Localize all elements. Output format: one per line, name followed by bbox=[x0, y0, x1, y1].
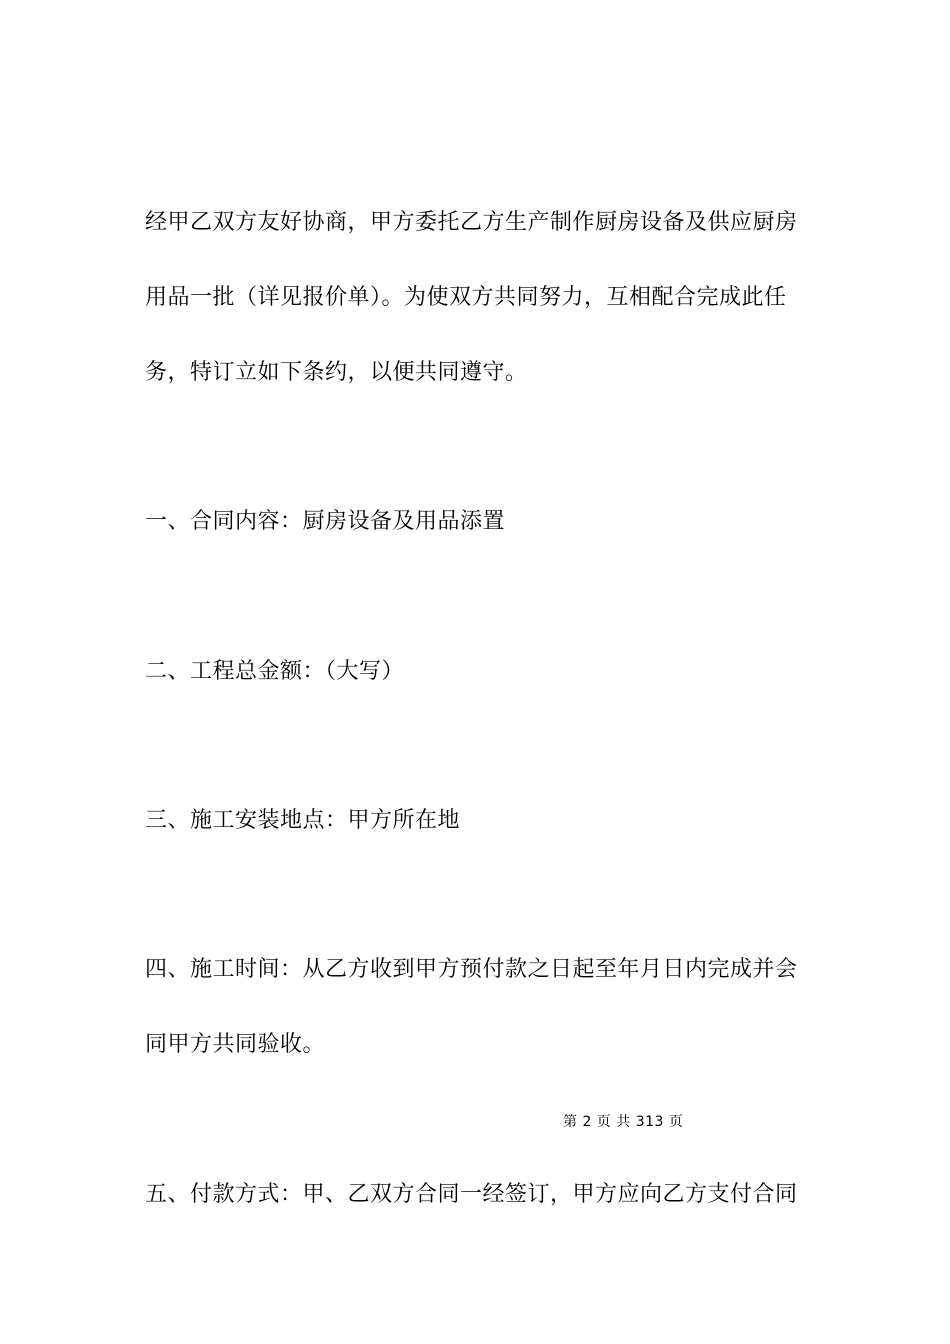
clause-5: 五、付款方式：甲、乙双方合同一经签订，甲方应向乙方支付合同 bbox=[145, 1182, 798, 1207]
clause-2: 二、工程总金额：（大写） bbox=[145, 659, 405, 684]
clause-1: 一、合同内容：厨房设备及用品添置 bbox=[145, 509, 506, 534]
clause-4-line-1: 四、施工时间：从乙方收到甲方预付款之日起至年月日内完成并会 bbox=[145, 957, 798, 982]
clause-3: 三、施工安装地点：甲方所在地 bbox=[145, 808, 461, 833]
clause-4-line-2: 同甲方共同验收。 bbox=[145, 1032, 326, 1057]
page-number-footer: 第 2 页 共 313 页 bbox=[563, 1114, 684, 1130]
intro-line-3: 务，特订立如下条约，以便共同遵守。 bbox=[145, 360, 528, 385]
intro-line-2: 用品一批（详见报价单）。为使双方共同努力，互相配合完成此任 bbox=[145, 285, 787, 310]
intro-line-1: 经甲乙双方友好协商，甲方委托乙方生产制作厨房设备及供应厨房 bbox=[145, 210, 798, 235]
